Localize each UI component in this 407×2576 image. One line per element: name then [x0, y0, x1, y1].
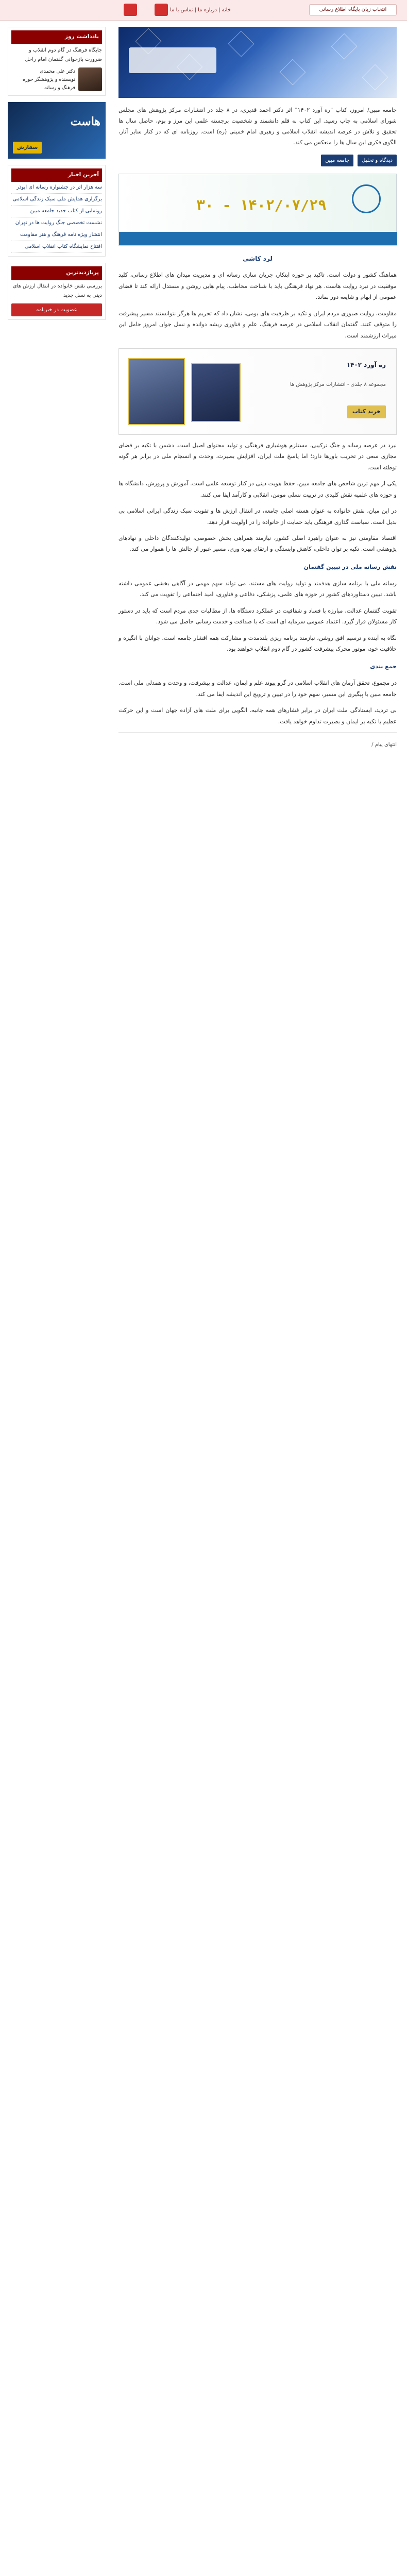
book-cover — [128, 358, 185, 425]
hero-image — [118, 27, 397, 98]
book-advert[interactable] — [118, 348, 397, 435]
hosting-title: هاست — [70, 115, 100, 129]
tag-analysis[interactable]: دیدگاه و تحلیل — [358, 155, 397, 166]
divider — [118, 732, 397, 733]
sidebar — [8, 27, 106, 326]
sidebar-card-heading: یادداشت روز — [11, 30, 102, 44]
sidebar-card-note — [8, 27, 106, 96]
list-item[interactable]: افتتاح نمایشگاه کتاب انقلاب اسلامی — [11, 241, 102, 253]
language-select[interactable]: انتخاب زبان پایگاه اطلاع رسانی — [309, 4, 397, 15]
list-item[interactable]: انتشار ویژه نامه فرهنگ و هنر مقاومت — [11, 229, 102, 241]
sidebar-card-text[interactable]: بررسی نقش خانواده در انتقال ارزش های دینی به نسل جدید — [12, 283, 102, 299]
book-title: ره آورد ۱۴۰۲ — [346, 361, 386, 368]
author-name[interactable]: دکتر علی محمدی — [40, 68, 75, 74]
top-bar — [0, 0, 407, 21]
sidebar-card-heading: آخرین اخبار — [11, 168, 102, 182]
sidebar-card-heading: پربازدیدترین — [11, 266, 102, 280]
article-paragraph: یکی از مهم ترین شاخص های جامعه مبین، حفظ هویت دینی در کنار توسعه علمی است. آموزش و پرورش، دانشگاه ها و حوزه های علمیه نقش کلیدی در تربیت نسلی مومن، انقلابی و کارآمد ایفا می کنند. — [118, 480, 397, 498]
red-badge-icon[interactable] — [155, 4, 168, 16]
hosting-advert[interactable] — [8, 102, 106, 159]
article-paragraph: تقویت گفتمان عدالت، مبارزه با فساد و شفافیت در عملکرد دستگاه ها، از مطالبات جدی مردم است که باید در دستور کار مسئولان قرار گیرد. اعتماد عمومی سرمایه ای است که با صداقت و خدمت رسانی حاصل می شود. — [118, 607, 397, 625]
author-row — [11, 67, 102, 92]
author-info — [11, 67, 75, 92]
list-item[interactable]: برگزاری همایش ملی سبک زندگی اسلامی — [11, 194, 102, 206]
list-item[interactable]: سه هزار اثر در جشنواره رسانه ای ابوذر — [11, 182, 102, 194]
article-column — [118, 27, 397, 750]
article-subheading: جمع بندی — [370, 663, 397, 670]
article-paragraph: نبرد در عرصه رسانه و جنگ ترکیبی، مستلزم هوشیاری فرهنگی و تولید محتوای اصیل است. دشمن با تکیه بر فضای مجازی سعی در تخریب باورها دارد؛ اما پاسخ ملت ایران، افزایش بصیرت، وحدت و انسجام ملی در برابر هر گونه توطئه است. — [118, 442, 397, 471]
list-item[interactable]: نشست تخصصی جنگ روایت ها در تهران — [11, 217, 102, 229]
hosting-order-button[interactable]: سفارش — [13, 142, 42, 154]
tag-row — [118, 155, 397, 166]
banner-date: ۱۴۰۲/۰۷/۲۹ - ۳۰ — [196, 196, 327, 214]
book-subtitle: مجموعه ۸ جلدی - انتشارات مرکز پژوهش ها — [290, 381, 386, 387]
avatar — [78, 67, 102, 91]
article-paragraph: هماهنگ کشور و دولت است. تاکید بر حوزه ابتکار، جریان سازی رسانه ای و مدیریت میدان های اطلاع رسانی، کلید موفقیت در نبرد روایت هاست. هر نهاد فرهنگی باید با شناخت مخاطب، پیام هایی روشن و مستدل ارائه کند تا فضای عمومی از ابهام و شایعه دور بماند. — [118, 272, 397, 301]
tag-jameh-mobin[interactable]: جامعه مبین — [321, 155, 353, 166]
article-paragraph: بی تردید، ایستادگی ملت ایران در برابر فشارهای همه جانبه، الگویی برای ملت های آزاده جهان است و این حرکت عظیم با تکیه بر ایمان و بصیرت تداوم خواهد یافت. — [118, 707, 397, 725]
section-title: لرد کاشی — [243, 255, 273, 262]
article-paragraph: رسانه ملی با برنامه سازی هدفمند و تولید روایت های مستند، می تواند سهم مهمی در آگاهی بخشی عمومی داشته باشد. تبیین دستاوردهای کشور در حوزه های علمی، پزشکی، دفاعی و فناوری، امید اجتماعی را تقویت می کند. — [118, 580, 397, 598]
author-note: نویسنده و پژوهشگر حوزه فرهنگ و رسانه — [23, 77, 75, 91]
article-paragraph: مقاومت، روایت صبوری مردم ایران و تکیه بر ظرفیت های بومی، نشان داد که تحریم ها هرگز نتوانستند مسیر پیشرفت را متوقف کنند. گفتمان انقلاب اسلامی در عرصه فرهنگ، علم و فناوری ریشه دوانده و نسل جوان امروز حامل این میراث ارزشمند است. — [118, 310, 397, 339]
event-banner[interactable] — [118, 174, 397, 246]
article-lead: جامعه مبین/ امروز، کتاب "ره آورد ۱۴۰۲" اثر دکتر احمد قدیری، در ۸ جلد در انتشارات مرکز پژوهش های مجلس شورای اسلامی به چاپ رسید. این کتاب به قلم دانشمند و شخصیت برجسته علمی این مرز و بوم، حاصل سال ها تحقیق و تلاش در عرصه اندیشه انقلاب اسلامی و رهبری امام خمینی (ره) است. روزنامه ای که در کنار سایر آثار، الگوی فکری این سال ها را منعکس می کند. — [118, 107, 397, 146]
banner-stripe — [119, 232, 397, 245]
article-paragraph: اقتصاد مقاومتی نیز به عنوان راهبرد اصلی کشور، نیازمند همراهی بخش خصوصی، تولیدکنندگان داخلی و نهادهای پژوهشی است. تکیه بر توان داخلی، کاهش وابستگی و ارتقای بهره وری، مسیر عبور از چالش ها را هموار می کند. — [118, 535, 397, 553]
hero-title-plate — [129, 47, 216, 73]
article-end-note: انتهای پیام / — [371, 742, 397, 748]
sidebar-card-news — [8, 165, 106, 257]
buy-book-button[interactable]: خرید کتاب — [347, 405, 386, 418]
red-badge-icon[interactable] — [124, 4, 137, 16]
header-links[interactable]: خانه | درباره ما | تماس با ما — [170, 7, 231, 13]
seal-icon — [352, 184, 381, 213]
article-paragraph: در مجموع، تحقق آرمان های انقلاب اسلامی در گرو پیوند علم و ایمان، عدالت و پیشرفت، و وحدت و همدلی ملی است. جامعه مبین با پیگیری این مسیر، سهم خود را در تبیین و ترویج این اندیشه ایفا می کند. — [118, 680, 397, 698]
sidebar-card-popular — [8, 263, 106, 320]
article-paragraph: در این میان، نقش خانواده به عنوان هسته اصلی جامعه، در انتقال ارزش ها و تقویت سبک زندگی ایرانی اسلامی بی بدیل است. سیاست گذاری فرهنگی باید حمایت از خانواده را در اولویت قرار دهد. — [118, 507, 397, 526]
article-paragraph: نگاه به آینده و ترسیم افق روشن، نیازمند برنامه ریزی بلندمدت و مشارکت همه اقشار جامعه است. جوانان با انگیزه و خلاقیت خود، موتور محرک پیشرفت کشور در گام دوم انقلاب خواهند بود. — [118, 634, 397, 652]
sidebar-card-text[interactable]: جایگاه فرهنگ در گام دوم انقلاب و ضرورت بازخوانی گفتمان امام راحل — [25, 47, 102, 62]
news-list — [11, 182, 102, 253]
subscribe-button[interactable]: عضویت در خبرنامه — [11, 303, 102, 316]
book-cover — [191, 363, 241, 422]
article-subheading: نقش رسانه ملی در تبیین گفتمان — [303, 563, 397, 570]
list-item[interactable]: رونمایی از کتاب جدید جامعه مبین — [11, 206, 102, 217]
